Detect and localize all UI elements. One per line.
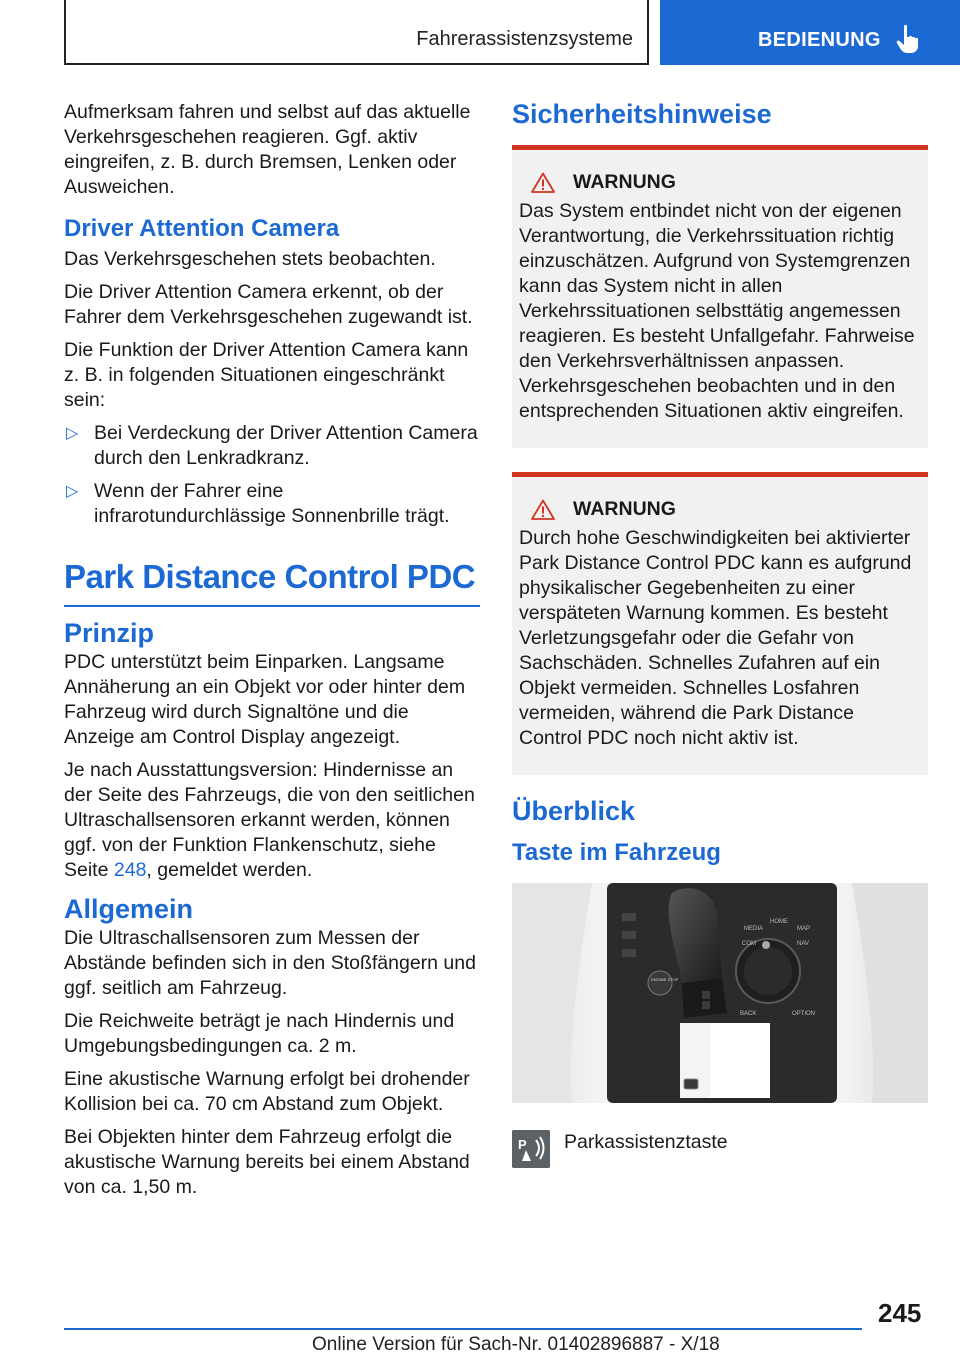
media-label: MEDIA bbox=[744, 926, 764, 932]
warning-box-2 bbox=[512, 472, 928, 775]
nav-label: NAV bbox=[797, 941, 809, 947]
prinzip-text-a: Je nach Ausstattungsversion: Hindernisse an der Seite des Fahrzeugs, die von den seitlichen Ultraschallsensoren erkannt werden, können ggf. von der Funktion Flankenschutz, siehe Seite bbox=[64, 759, 475, 881]
center-console-photo bbox=[512, 883, 928, 1103]
warning-triangle-icon bbox=[531, 499, 555, 520]
allgemein-paragraph-4: Bei Objekten hinter dem Fahrzeug erfolgt die akustische Warnung bereits bei einem Abstand von ca. 1,50 m. bbox=[64, 1126, 470, 1198]
list-item bbox=[64, 479, 480, 529]
option-label: OPTION bbox=[792, 1011, 816, 1017]
allgemein-paragraph-3: Eine akustische Warnung erfolgt bei drohender Kollision bei ca. 70 cm Abstand zum Objekt. bbox=[64, 1068, 470, 1115]
left-column bbox=[64, 100, 480, 1208]
header-chapter-title: BEDIENUNG bbox=[758, 29, 881, 51]
map-label: MAP bbox=[797, 926, 811, 932]
warning-box-1 bbox=[512, 145, 928, 448]
dac-heading: Driver Attention Camera bbox=[64, 215, 340, 242]
pdc-heading: Park Distance Control PDC bbox=[64, 559, 480, 607]
allgemein-paragraph-1: Die Ultraschallsensoren zum Messen der Abstände befinden sich in den Stoßfängern und ggf. seitlich am Fahrzeug. bbox=[64, 927, 476, 999]
page-number: 245 bbox=[878, 1298, 922, 1328]
hand-pointer-icon bbox=[896, 24, 920, 54]
list-item-text: Bei Verdeckung der Driver Attention Camera durch den Lenkradkranz. bbox=[94, 422, 478, 469]
warning-text: Durch hohe Geschwindigkeiten bei aktivierter Park Distance Control PDC kann es aufgrund physikalischer Gegebenheiten zu einer verspäteten Warnung kommen. Es besteht Verletzungsgefahr oder die Gefahr von Sachschäden. Schnelles Zufahren auf ein Objekt vermeiden. Schnelles Losfahren vermeiden, während die Park Distance Control PDC noch nicht aktiv ist. bbox=[519, 527, 912, 749]
com-label: COM bbox=[742, 941, 756, 947]
footer-version: Online Version für Sach-Nr. 01402896887 - X/18 bbox=[312, 1334, 720, 1355]
header-chapter-tab[interactable] bbox=[660, 0, 960, 65]
safety-heading: Sicherheitshinweise bbox=[512, 99, 772, 129]
dac-paragraph-3: Die Funktion der Driver Attention Camera kann z. B. in folgenden Situationen eingeschränkt sein: bbox=[64, 339, 469, 411]
key-legend-row bbox=[512, 1130, 928, 1168]
warning-label: WARNUNG bbox=[573, 498, 676, 520]
prinzip-text-b: , gemeldet werden. bbox=[146, 859, 313, 881]
intro-paragraph: Aufmerksam fahren und selbst auf das aktuelle Verkehrsgeschehen reagieren. Ggf. aktiv eingreifen, z. B. durch Bremsen, Lenken oder Ausweichen. bbox=[64, 101, 471, 198]
header-section-title: Fahrerassistenzsysteme bbox=[416, 28, 633, 50]
header-section-box bbox=[64, 0, 649, 65]
button-heading: Taste im Fahrzeug bbox=[512, 839, 721, 866]
list-item bbox=[64, 421, 480, 471]
right-column bbox=[512, 100, 928, 1168]
allgemein-paragraph-2: Die Reichweite beträgt je nach Hindernis und Umgebungsbedingungen ca. 2 m. bbox=[64, 1010, 455, 1057]
warning-label: WARNUNG bbox=[573, 171, 676, 193]
key-legend-label: Parkassistenztaste bbox=[564, 1131, 728, 1153]
park-assist-button-icon bbox=[512, 1130, 550, 1168]
prinzip-heading: Prinzip bbox=[64, 618, 155, 648]
engine-stop-label: ENGINE STOP bbox=[651, 977, 679, 982]
allgemein-heading: Allgemein bbox=[64, 894, 194, 924]
prinzip-paragraph-2 bbox=[64, 758, 480, 883]
home-label: HOME bbox=[770, 919, 788, 925]
dac-paragraph-1: Das Verkehrsgeschehen stets beobachten. bbox=[64, 248, 436, 270]
footer-divider bbox=[64, 1328, 862, 1330]
warning-header bbox=[519, 170, 922, 195]
list-item-text: Wenn der Fahrer eine infrarotundurchlässige Sonnenbrille trägt. bbox=[94, 480, 450, 527]
warning-header bbox=[519, 497, 922, 522]
triangle-bullet-icon: ▷ bbox=[66, 425, 79, 442]
dac-bullet-list bbox=[64, 421, 480, 529]
svg-text:P: P bbox=[518, 1137, 527, 1152]
warning-text: Das System entbindet nicht von der eigenen Verantwortung, die Verkehrssituation richtig einzuschätzen. Aufgrund von Systemgrenzen kann das System nicht in allen Verkehrssituationen selbsttätig angemessen reagieren. Es besteht Unfallgefahr. Fahrweise den Verkehrsverhältnissen anpassen. Verkehrsgeschehen beobachten und in den entsprechenden Situationen aktiv eingreifen. bbox=[519, 200, 915, 422]
overview-heading: Überblick bbox=[512, 796, 636, 826]
dac-paragraph-2: Die Driver Attention Camera erkennt, ob der Fahrer dem Verkehrsgeschehen zugewandt ist. bbox=[64, 281, 473, 328]
page-reference-link[interactable]: 248 bbox=[113, 859, 147, 881]
warning-triangle-icon bbox=[531, 172, 555, 193]
prinzip-paragraph-1: PDC unterstützt beim Einparken. Langsame Annäherung an ein Objekt vor oder hinter dem Fahrzeug wird durch Signaltöne und die Anzeige am Control Display angezeigt. bbox=[64, 651, 466, 748]
back-label: BACK bbox=[740, 1011, 757, 1017]
triangle-bullet-icon: ▷ bbox=[66, 483, 79, 500]
